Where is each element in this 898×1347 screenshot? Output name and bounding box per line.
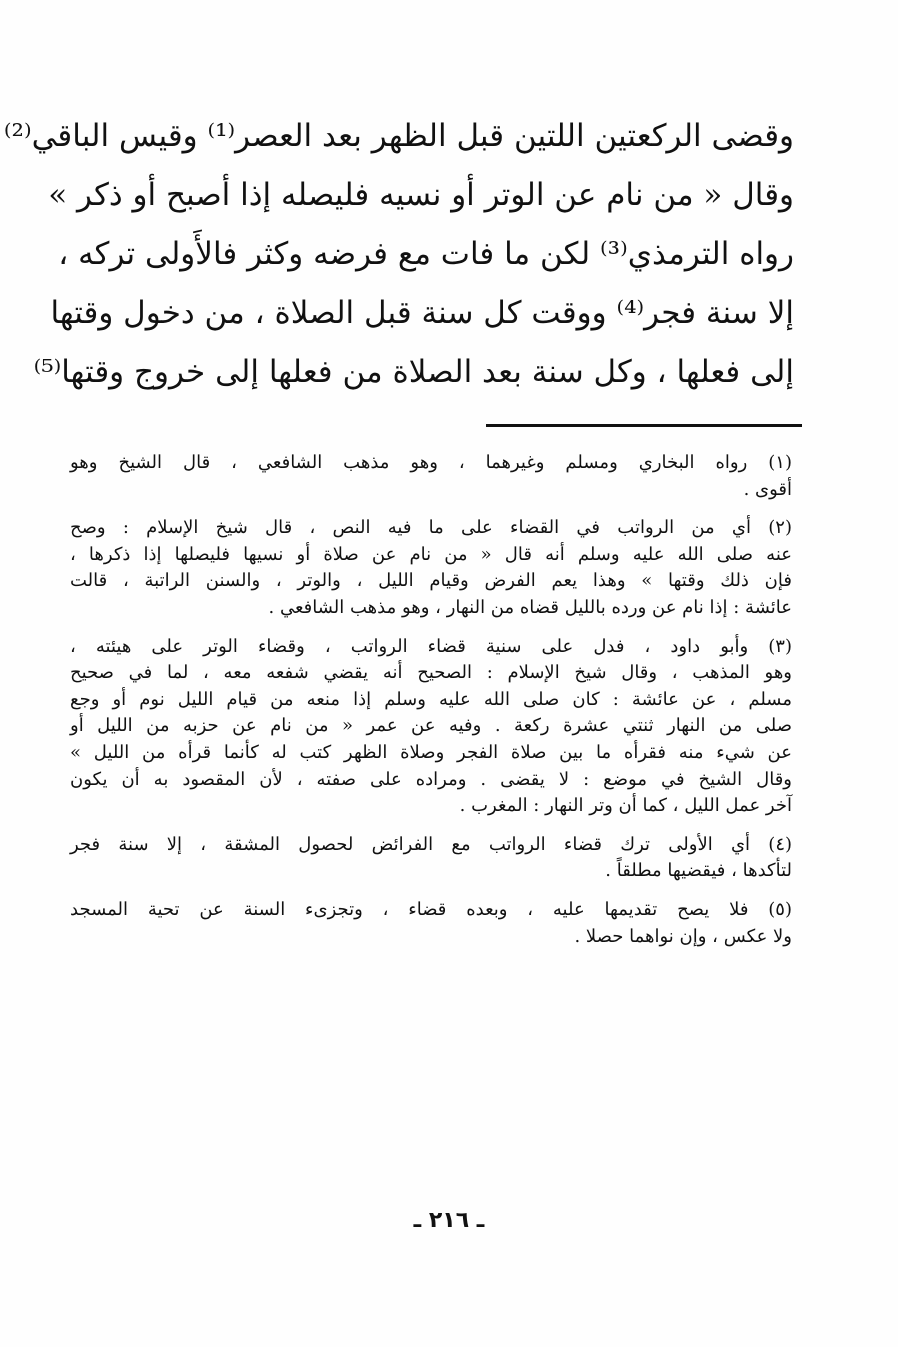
main-text-line: وقال « من نام عن الوتر أو نسيه فليصله إذا أصبح أو ذكر » [48,177,794,213]
main-text-line: وقضى الركعتين اللتين قبل الظهر بعد العصر⁽¹⁾ وقيس الباقي⁽²⁾ [3,118,794,154]
main-text-line: رواه الترمذي⁽³⁾ لكن ما فات مع فرضه وكثر فالأَولى تركه ، [58,236,794,272]
footnote-line: مسلم ، عن عائشة : كان صلى الله عليه وسلم إذا منعه من قيام الليل نوم أو وجع [70,688,792,710]
footnote-line: عائشة : إذا نام عن ورده بالليل قضاه من النهار ، وهو مذهب الشافعي . [268,596,792,618]
footnote-line: آخر عمل الليل ، كما أن وتر النهار : المغرب . [459,795,792,817]
footnote-line: صلى من النهار ثنتي عشرة ركعة . وفيه عن عمر « من نام عن حزبه من الليل أو [70,715,792,737]
footnote-line: فإن ذلك وقتها » وهذا يعم الفرض وقيام الليل ، والوتر ، والسنن الراتبة ، قالت [70,570,792,592]
footnote-line: عن شيء منه فقرأه ما بين صلاة الفجر وصلاة الظهر كتب له كأنما قرأه من الليل » [70,741,792,763]
footnotes [70,450,792,962]
footnote-line: عنه صلى الله عليه وسلم أنه قال « من نام عن صلاة أو نسيها فليصلها إذا ذكرها ، [70,543,792,565]
footnote-line: وقال الشيخ في موضع : لا يقضى . ومراده على صفته ، لأن المقصود به أن يكون [70,768,792,790]
page-number: ـ ٢١٦ ـ [413,1208,485,1233]
footnote-separator [486,424,802,427]
footnote-line: (١) رواه البخاري ومسلم وغيرهما ، وهو مذهب الشافعي ، قال الشيخ وهو [70,452,792,473]
footnote-line: (٣) وأبو داود ، فدل على سنية قضاء الرواتب ، وقضاء الوتر على هيئته ، [70,635,792,657]
footnote-line: وهو المذهب ، وقال شيخ الإسلام : الصحيح أنه يقضي شفعه معه ، لما في صحيح [70,662,792,684]
footnote-4 [70,832,792,885]
footnote-1 [70,450,792,503]
footnote-3 [70,634,792,820]
main-text-line: إلى فعلها ، وكل سنة بعد الصلاة من فعلها إلى خروج وقتها⁽⁵⁾ [33,354,794,390]
footnote-5 [70,897,792,950]
footnote-line: لتأكدها ، فيقضيها مطلقاً . [605,860,792,882]
footnote-2 [70,515,792,621]
footnote-line: (٥) فلا يصح تقديمها عليه ، وبعده قضاء ، وتجزىء السنة عن تحية المسجد [70,898,792,920]
footnote-line: (٤) أي الأولى ترك قضاء الرواتب مع الفرائض لحصول المشقة ، إلا سنة فجر [70,833,793,855]
main-text-line: إلا سنة فجر⁽⁴⁾ ووقت كل سنة قبل الصلاة ، من دخول وقتها [50,295,794,331]
main-text [3,108,794,403]
footnote-line: (٢) أي من الرواتب في القضاء على ما فيه النص ، قال شيخ الإسلام : وصح [70,517,792,539]
footnote-line: أقوى . [743,478,792,500]
footnote-line: ولا عكس ، وإن نواهما حصلا . [574,925,792,947]
